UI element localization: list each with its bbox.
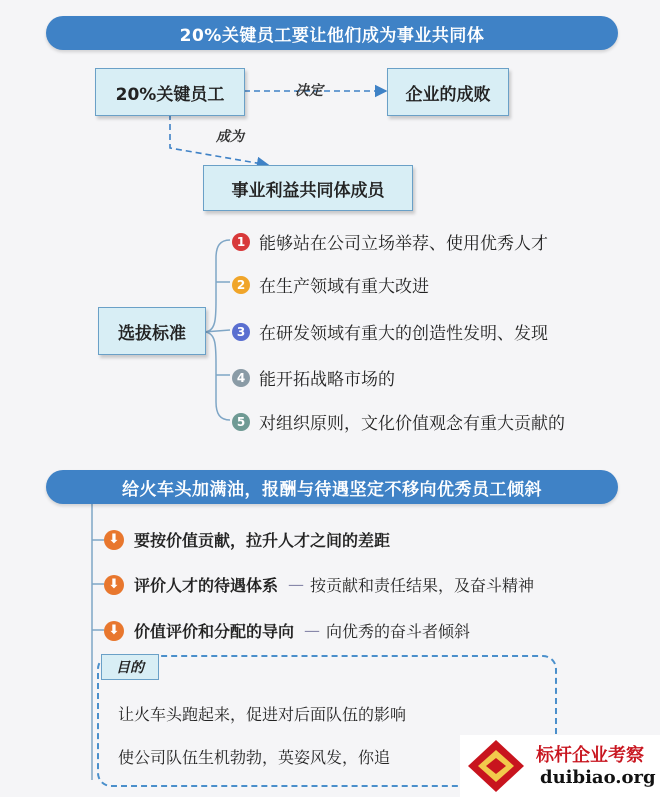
row-value-contribution: [104, 528, 390, 551]
purpose-text-2: 使公司队伍生机勃勃，英姿风发，你追: [118, 748, 391, 767]
row-separator: —: [304, 621, 321, 640]
brand-name: 标杆企业考察: [536, 745, 644, 766]
purpose-label: 目的: [101, 654, 159, 680]
criteria-text: 对组织原则，文化价值观念有重大贡献的: [259, 414, 565, 434]
row-main-text: 评价人才的待遇体系: [134, 576, 279, 595]
number-4-icon: 4: [232, 369, 250, 387]
down-arrow-icon: ⬇: [104, 575, 124, 595]
row-sub-text: 向优秀的奋斗者倾斜: [326, 622, 471, 641]
row-distribution-orientation: [104, 619, 470, 642]
edge-label-decide: 决定: [295, 83, 323, 99]
number-2-icon: 2: [232, 276, 250, 294]
criteria-item-2: [232, 272, 429, 297]
brand-url: duibiao.org: [540, 767, 656, 788]
section-banner-key-staff: 20%关键员工要让他们成为事业共同体: [46, 16, 618, 50]
row-evaluation-system: [104, 573, 534, 596]
criteria-text: 能开拓战略市场的: [259, 370, 395, 390]
criteria-item-4: [232, 365, 395, 390]
node-enterprise-result: 企业的成败: [387, 68, 509, 116]
number-1-icon: 1: [232, 233, 250, 251]
criteria-text: 在研发领域有重大的创造性发明、发现: [259, 324, 548, 344]
node-key-staff: 20%关键员工: [95, 68, 245, 116]
section-banner-compensation: 给火车头加满油，报酬与待遇坚定不移向优秀员工倾斜: [46, 470, 618, 504]
criteria-text: 在生产领域有重大改进: [259, 277, 429, 297]
criteria-text: 能够站在公司立场举荐、使用优秀人才: [259, 234, 548, 254]
number-5-icon: 5: [232, 413, 250, 431]
purpose-text-1: 让火车头跑起来，促进对后面队伍的影响: [118, 705, 407, 724]
criteria-bracket: [204, 240, 230, 332]
node-selection-criteria: 选拔标准: [98, 307, 206, 355]
edge-label-become: 成为: [216, 129, 244, 145]
number-3-icon: 3: [232, 323, 250, 341]
criteria-item-3: [232, 319, 548, 344]
criteria-item-5: [232, 409, 565, 434]
row-main-text: 价值评价和分配的导向: [134, 622, 295, 641]
node-interest-member: 事业利益共同体成员: [203, 165, 413, 211]
down-arrow-icon: ⬇: [104, 530, 124, 550]
row-sub-text: 按贡献和责任结果，及奋斗精神: [310, 576, 535, 595]
row-main-text: 要按价值贡献，拉升人才之间的差距: [134, 531, 391, 550]
down-arrow-icon: ⬇: [104, 621, 124, 641]
brand-logo-icon: [466, 738, 526, 794]
row-separator: —: [288, 575, 305, 594]
criteria-item-1: [232, 229, 548, 254]
